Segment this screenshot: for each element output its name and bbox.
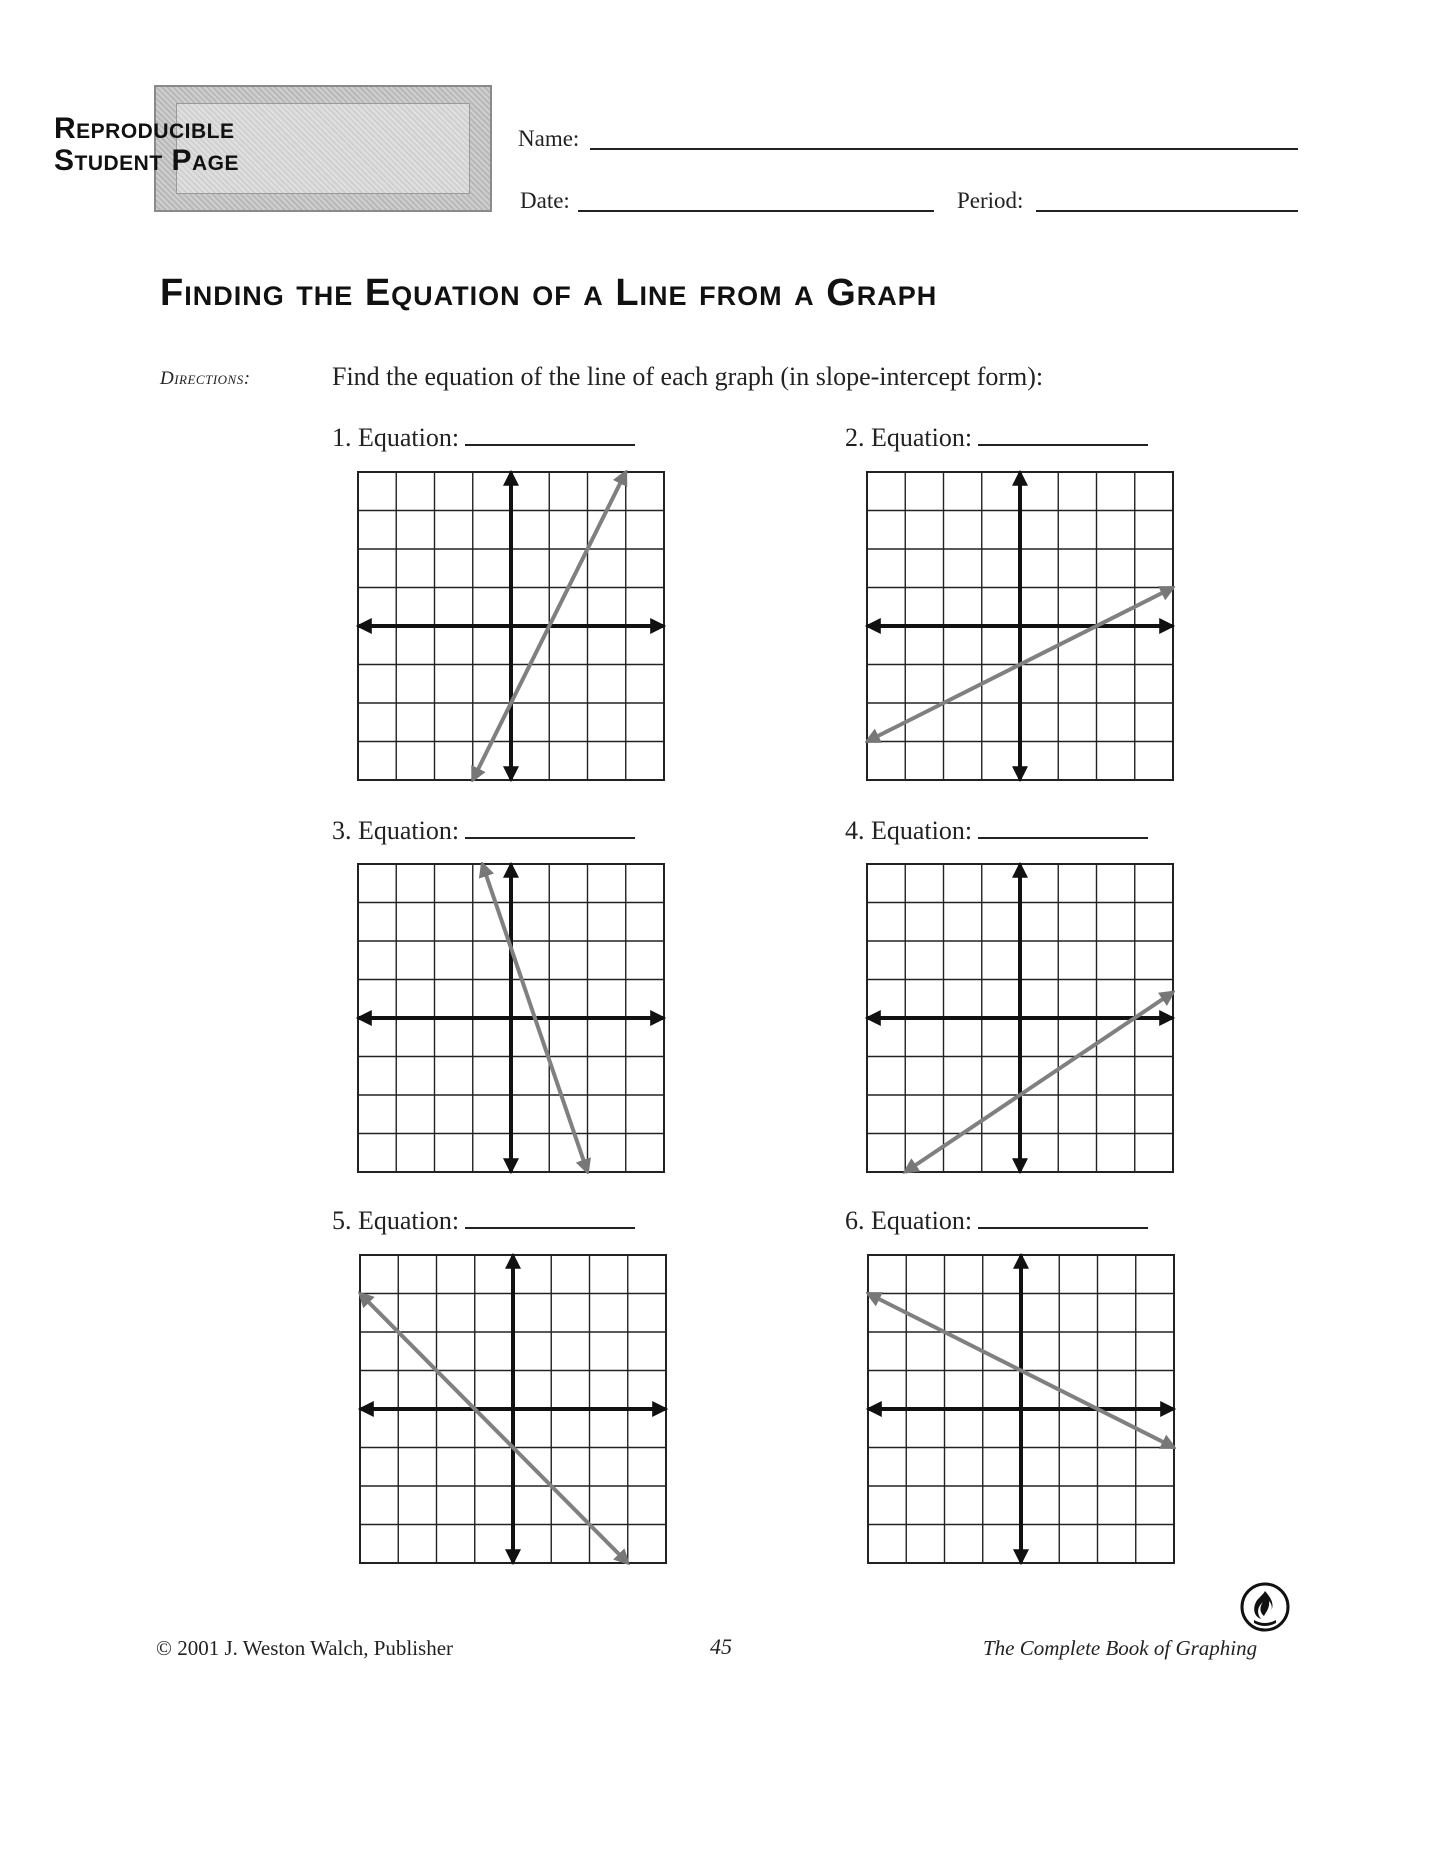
problem-3-label <box>332 816 635 846</box>
name-field[interactable] <box>590 148 1298 150</box>
flame-logo-icon <box>1240 1582 1290 1632</box>
book-title: The Complete Book of Graphing <box>983 1636 1258 1660</box>
badge-line-1: Reproducible <box>54 112 235 145</box>
badge-text <box>54 113 239 177</box>
date-label: Date: <box>520 188 570 213</box>
problem-label-text: 4. Equation: <box>845 816 973 845</box>
problem-2-label <box>845 423 1148 453</box>
graph-4 <box>865 862 1175 1174</box>
answer-blank[interactable] <box>465 424 635 446</box>
page-title: Finding the Equation of a Line from a Graph <box>160 272 938 314</box>
period-field[interactable] <box>1036 210 1298 212</box>
problem-label-text: 3. Equation: <box>332 816 460 845</box>
period-label: Period: <box>957 188 1024 213</box>
problem-label-text: 6. Equation: <box>845 1206 973 1235</box>
copyright-text: © 2001 J. Weston Walch, Publisher <box>156 1636 454 1660</box>
graph-3 <box>356 862 666 1174</box>
answer-blank[interactable] <box>978 817 1148 839</box>
problem-1-label <box>332 423 635 453</box>
page-number: 45 <box>710 1634 732 1659</box>
date-field[interactable] <box>578 210 934 212</box>
graph-6 <box>866 1253 1176 1565</box>
directions-text: Find the equation of the line of each graph (in slope-intercept form): <box>332 362 1044 391</box>
graph-2 <box>865 470 1175 782</box>
problem-label-text: 1. Equation: <box>332 423 460 452</box>
problem-5-label <box>332 1206 635 1236</box>
answer-blank[interactable] <box>978 1207 1148 1229</box>
problem-label-text: 5. Equation: <box>332 1206 460 1235</box>
graph-1 <box>356 470 666 782</box>
graph-line <box>360 1294 628 1564</box>
badge-line-2: Student Page <box>54 144 240 177</box>
answer-blank[interactable] <box>978 424 1148 446</box>
problem-4-label <box>845 816 1148 846</box>
name-label: Name: <box>518 126 580 151</box>
answer-blank[interactable] <box>465 1207 635 1229</box>
answer-blank[interactable] <box>465 817 635 839</box>
problem-label-text: 2. Equation: <box>845 423 973 452</box>
graph-5 <box>358 1253 668 1565</box>
directions-label: Directions: <box>160 368 251 389</box>
problem-6-label <box>845 1206 1148 1236</box>
